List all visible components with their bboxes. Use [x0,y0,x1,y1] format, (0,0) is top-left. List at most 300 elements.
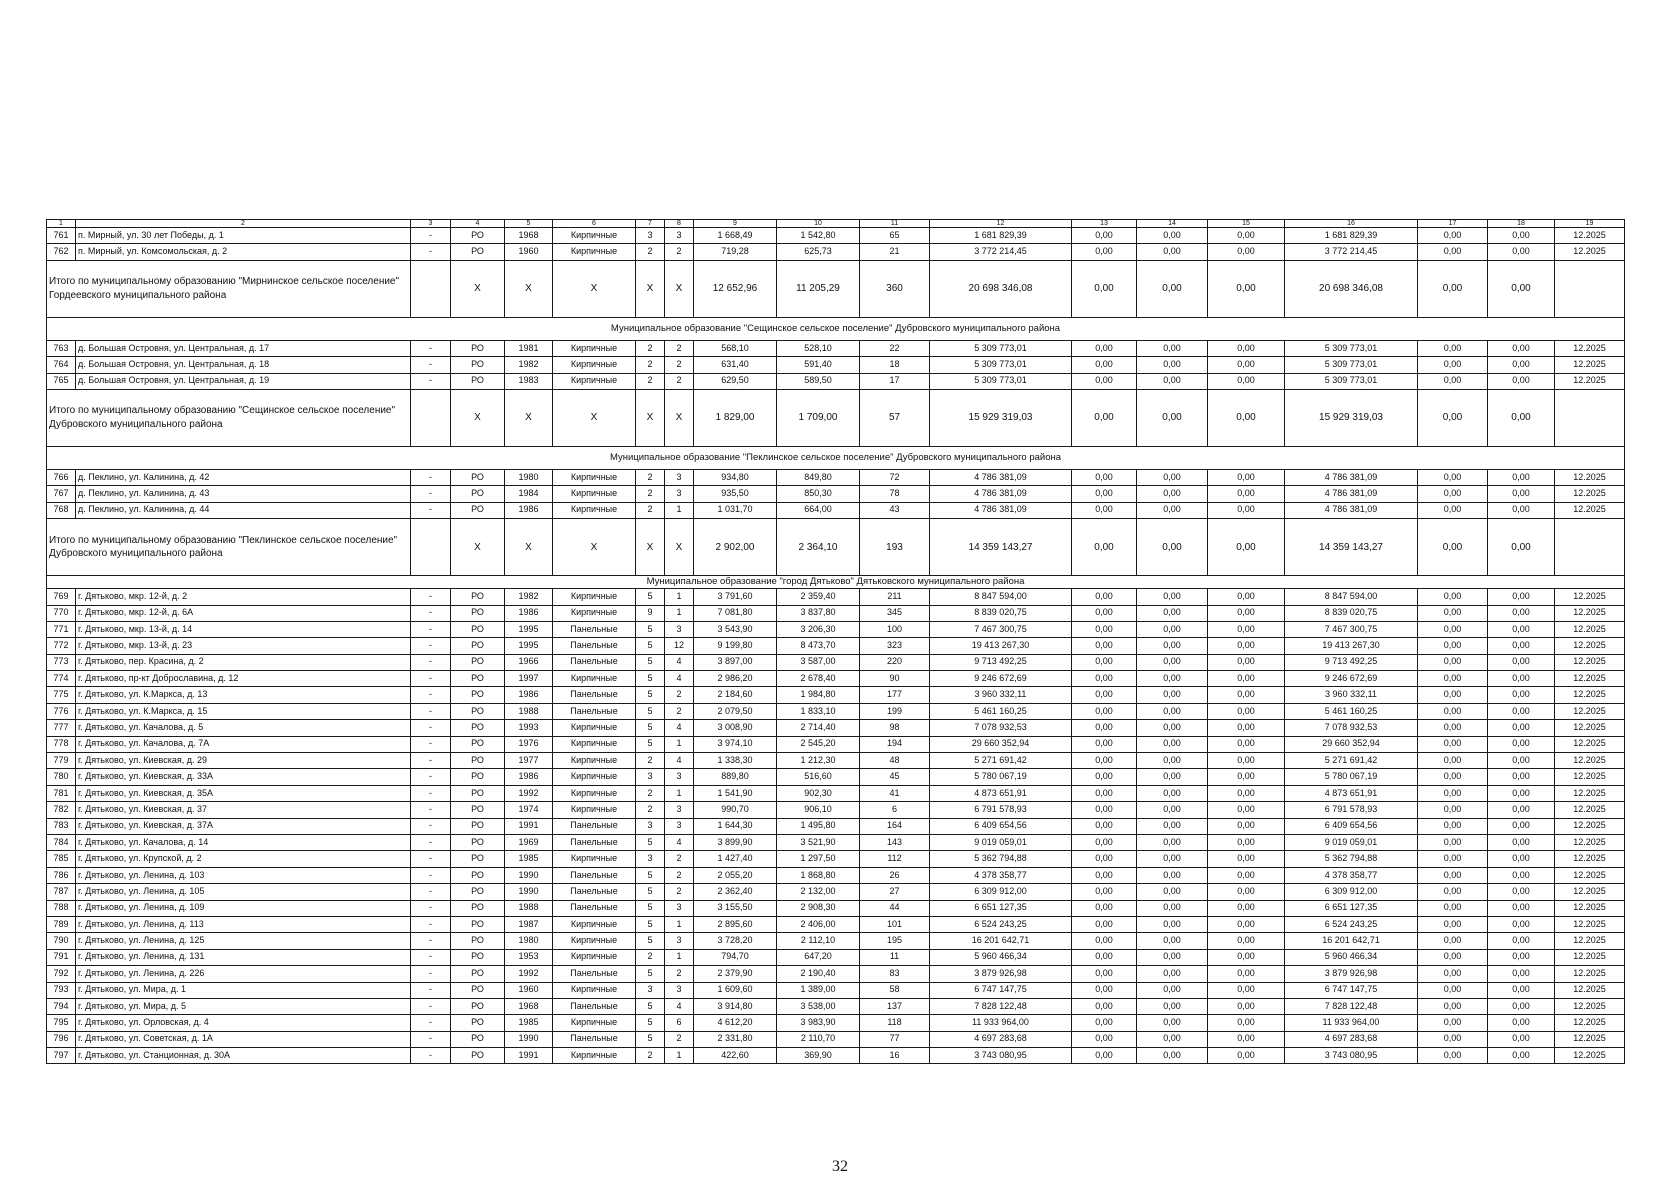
table-cell: 0,00 [1418,769,1488,785]
table-cell: 29 660 352,94 [1285,736,1418,752]
table-cell: 1991 [505,818,553,834]
table-cell: 1 212,30 [777,753,860,769]
table-cell: 1 644,30 [694,818,777,834]
table-cell: Кирпичные [553,671,636,687]
table-cell: 0,00 [1488,736,1555,752]
table-cell: 792 [47,966,76,982]
table-cell: 1992 [505,785,553,801]
subtotal-cell [1555,389,1625,446]
table-cell: 1988 [505,703,553,719]
subtotal-cell [411,519,451,576]
table-cell: 1986 [505,769,553,785]
table-cell: 26 [860,867,930,883]
table-cell: 8 473,70 [777,638,860,654]
table-cell: 12.2025 [1555,916,1625,932]
table-row [47,1015,1625,1031]
table-cell: 0,00 [1418,638,1488,654]
table-cell: 2 362,40 [694,884,777,900]
table-cell: 776 [47,703,76,719]
subtotal-cell [1555,519,1625,576]
table-cell: РО [451,703,505,719]
table-cell: - [411,1031,451,1047]
table-cell: 1 541,90 [694,785,777,801]
table-row [47,867,1625,883]
table-cell: 1992 [505,966,553,982]
table-cell: 1 297,50 [777,851,860,867]
table-cell: 3 [665,802,694,818]
table-cell: 0,00 [1208,654,1285,670]
table-cell: 3 538,00 [777,998,860,1014]
table-cell: 21 [860,244,930,260]
table-cell: Кирпичные [553,1048,636,1064]
table-cell: - [411,340,451,356]
table-cell: 0,00 [1072,469,1137,485]
subtotal-cell: 360 [860,260,930,317]
table-cell: 767 [47,486,76,502]
table-cell: - [411,867,451,883]
table-cell: 1984 [505,486,553,502]
table-cell: 0,00 [1137,753,1208,769]
table-cell: 12.2025 [1555,982,1625,998]
table-cell: 764 [47,357,76,373]
column-number: 19 [1555,220,1625,228]
table-cell: 0,00 [1418,340,1488,356]
subtotal-row [47,389,1625,446]
table-cell: 0,00 [1488,867,1555,883]
table-cell: 0,00 [1137,638,1208,654]
table-cell: 1 338,30 [694,753,777,769]
table-cell: 4 378 358,77 [930,867,1072,883]
table-cell: 1997 [505,671,553,687]
table-cell: 935,50 [694,486,777,502]
subtotal-cell: 20 698 346,08 [930,260,1072,317]
table-cell: 3 [636,851,665,867]
table-cell: п. Мирный, ул. Комсомольская, д. 2 [76,244,411,260]
table-cell: 0,00 [1072,998,1137,1014]
table-cell: 5 461 160,25 [930,703,1072,719]
subtotal-cell: 14 359 143,27 [1285,519,1418,576]
table-cell: 0,00 [1488,589,1555,605]
table-cell: Кирпичные [553,502,636,518]
table-cell: 0,00 [1488,884,1555,900]
table-cell: 1 [665,916,694,932]
table-cell: 0,00 [1488,834,1555,850]
table-cell: 0,00 [1072,834,1137,850]
table-cell: 0,00 [1137,834,1208,850]
table-cell: 2 190,40 [777,966,860,982]
subtotal-cell: 0,00 [1418,389,1488,446]
table-cell: 769 [47,589,76,605]
table-cell: 12.2025 [1555,933,1625,949]
table-cell: 5 [636,884,665,900]
table-cell: г. Дятьково, ул. Советская, д. 1А [76,1031,411,1047]
table-cell: 0,00 [1137,1031,1208,1047]
table-cell: 3 [665,818,694,834]
table-row [47,949,1625,965]
table-row [47,900,1625,916]
table-cell: 0,00 [1137,769,1208,785]
table-row [47,785,1625,801]
table-cell: 1982 [505,589,553,605]
table-cell: 3 [665,982,694,998]
table-row [47,228,1625,244]
subtotal-cell: 1 829,00 [694,389,777,446]
table-cell: 0,00 [1488,244,1555,260]
table-cell: 0,00 [1072,916,1137,932]
table-cell: 3 [665,933,694,949]
table-row [47,720,1625,736]
table-cell: 4 786 381,09 [1285,502,1418,518]
table-cell: 3 [636,818,665,834]
table-cell: 0,00 [1418,373,1488,389]
table-cell: 5 [636,703,665,719]
table-cell: 2 [665,867,694,883]
table-cell: Кирпичные [553,340,636,356]
table-cell: 0,00 [1418,851,1488,867]
table-cell: РО [451,687,505,703]
table-cell: РО [451,982,505,998]
table-cell: 5 [636,654,665,670]
table-cell: 774 [47,671,76,687]
table-cell: 788 [47,900,76,916]
subtotal-row [47,519,1625,576]
table-cell: 12.2025 [1555,1048,1625,1064]
table-cell: 29 660 352,94 [930,736,1072,752]
table-cell: 7 828 122,48 [1285,998,1418,1014]
table-cell: 0,00 [1418,703,1488,719]
subtotal-cell: 14 359 143,27 [930,519,1072,576]
table-cell: РО [451,1048,505,1064]
table-cell: 1960 [505,982,553,998]
table-cell: 1 [665,1048,694,1064]
subtotal-cell: 0,00 [1488,389,1555,446]
table-cell: 0,00 [1418,834,1488,850]
table-row [47,357,1625,373]
table-cell: 990,70 [694,802,777,818]
table-cell: 12.2025 [1555,654,1625,670]
table-cell: 2 184,60 [694,687,777,703]
subtotal-cell: 0,00 [1072,389,1137,446]
table-cell: 194 [860,736,930,752]
table-cell: 2 [636,1048,665,1064]
table-cell: 1995 [505,638,553,654]
table-row [47,621,1625,637]
table-cell: 1 542,80 [777,228,860,244]
table-cell: 0,00 [1488,802,1555,818]
table-row [47,605,1625,621]
table-cell: 65 [860,228,930,244]
table-cell: 2 895,60 [694,916,777,932]
table-cell: 5 780 067,19 [1285,769,1418,785]
table-row [47,340,1625,356]
table-cell: 1985 [505,1015,553,1031]
table-cell: 0,00 [1072,720,1137,736]
table-cell: 0,00 [1072,228,1137,244]
table-cell: 3 974,10 [694,736,777,752]
table-cell: 0,00 [1488,982,1555,998]
table-cell: 0,00 [1137,949,1208,965]
table-cell: 0,00 [1488,687,1555,703]
table-cell: 4 786 381,09 [1285,469,1418,485]
table-cell: 5 [636,1015,665,1031]
table-cell: 0,00 [1137,244,1208,260]
table-cell: 72 [860,469,930,485]
table-cell: 1960 [505,244,553,260]
table-cell: 6 524 243,25 [1285,916,1418,932]
table-cell: 12.2025 [1555,818,1625,834]
table-cell: 5 960 466,34 [930,949,1072,965]
subtotal-cell: 0,00 [1072,260,1137,317]
table-cell: 3 897,00 [694,654,777,670]
table-cell: 781 [47,785,76,801]
table-cell: Панельные [553,621,636,637]
table-cell: Кирпичные [553,357,636,373]
table-cell: 0,00 [1072,671,1137,687]
table-cell: 2 [665,884,694,900]
table-cell: 0,00 [1208,982,1285,998]
table-cell: 12.2025 [1555,244,1625,260]
table-cell: 1986 [505,605,553,621]
column-number: 12 [930,220,1072,228]
table-cell: 2 [636,340,665,356]
table-cell: Кирпичные [553,982,636,998]
table-cell: 0,00 [1488,1048,1555,1064]
table-cell: - [411,605,451,621]
table-cell: 0,00 [1137,469,1208,485]
table-cell: 16 201 642,71 [1285,933,1418,949]
subtotal-label: Итого по муниципальному образованию "Пеклинское сельское поселение" Дубровского муниципального района [47,519,411,576]
table-cell: 3 879 926,98 [930,966,1072,982]
table-cell: 2 986,20 [694,671,777,687]
column-number: 18 [1488,220,1555,228]
subtotal-cell: Х [505,519,553,576]
table-cell: 775 [47,687,76,703]
table-cell: РО [451,916,505,932]
table-cell: 528,10 [777,340,860,356]
table-cell: 1969 [505,834,553,850]
table-cell: - [411,785,451,801]
table-cell: 7 078 932,53 [930,720,1072,736]
table-cell: 1988 [505,900,553,916]
column-number-row [47,220,1625,228]
table-cell: 1 495,80 [777,818,860,834]
table-cell: г. Дятьково, ул. Ленина, д. 131 [76,949,411,965]
table-cell: п. Мирный, ул. 30 лет Победы, д. 1 [76,228,411,244]
table-cell: 164 [860,818,930,834]
table-cell: 794,70 [694,949,777,965]
table-cell: 591,40 [777,357,860,373]
table-cell: г. Дятьково, ул. Мира, д. 1 [76,982,411,998]
table-cell: 0,00 [1488,228,1555,244]
table-cell: РО [451,502,505,518]
table-cell: 0,00 [1418,736,1488,752]
table-cell: РО [451,834,505,850]
table-cell: - [411,982,451,998]
table-cell: Кирпичные [553,736,636,752]
table-cell: 5 [636,621,665,637]
subtotal-cell: 0,00 [1137,260,1208,317]
table-cell: 934,80 [694,469,777,485]
table-cell: 766 [47,469,76,485]
table-cell: 12.2025 [1555,228,1625,244]
table-cell: 0,00 [1208,966,1285,982]
table-cell: 0,00 [1208,802,1285,818]
table-cell: 795 [47,1015,76,1031]
table-cell: 12.2025 [1555,703,1625,719]
table-cell: 0,00 [1137,966,1208,982]
table-cell: 41 [860,785,930,801]
table-cell: 2 110,70 [777,1031,860,1047]
table-cell: 1 [665,736,694,752]
table-cell: 5 [636,966,665,982]
table-cell: 1 031,70 [694,502,777,518]
table-cell: 0,00 [1208,589,1285,605]
table-cell: РО [451,1015,505,1031]
table-cell: 1995 [505,621,553,637]
table-cell: 0,00 [1418,949,1488,965]
table-cell: 0,00 [1208,228,1285,244]
table-cell: 8 839 020,75 [930,605,1072,621]
table-cell: Панельные [553,654,636,670]
table-cell: 4 [665,671,694,687]
table-cell: - [411,638,451,654]
table-cell: 0,00 [1208,671,1285,687]
table-cell: 786 [47,867,76,883]
table-row [47,769,1625,785]
table-cell: 778 [47,736,76,752]
column-number: 16 [1285,220,1418,228]
table-cell: 1977 [505,753,553,769]
table-cell: 0,00 [1208,1031,1285,1047]
table-cell: 0,00 [1418,720,1488,736]
table-cell: 4 786 381,09 [930,469,1072,485]
table-cell: 5 [636,736,665,752]
table-cell: 0,00 [1072,1015,1137,1031]
subtotal-cell [411,389,451,446]
table-cell: Кирпичные [553,851,636,867]
table-cell: 0,00 [1208,933,1285,949]
table-cell: 0,00 [1418,1048,1488,1064]
table-cell: РО [451,621,505,637]
table-cell: 784 [47,834,76,850]
table-cell: 2 [636,244,665,260]
table-cell: 0,00 [1418,654,1488,670]
table-cell: - [411,966,451,982]
table-cell: - [411,834,451,850]
table-cell: 0,00 [1418,1015,1488,1031]
table-cell: 101 [860,916,930,932]
table-cell: - [411,502,451,518]
column-number: 1 [47,220,76,228]
table-cell: 5 [636,671,665,687]
table-cell: 0,00 [1137,802,1208,818]
table-cell: РО [451,933,505,949]
table-cell: 5 461 160,25 [1285,703,1418,719]
table-cell: г. Дятьково, пр-кт Доброславина, д. 12 [76,671,411,687]
column-number: 5 [505,220,553,228]
table-cell: 0,00 [1418,244,1488,260]
table-cell: 2 [636,357,665,373]
table-cell: 783 [47,818,76,834]
subtotal-cell: 0,00 [1208,260,1285,317]
subtotal-row [47,260,1625,317]
table-cell: 0,00 [1208,785,1285,801]
table-cell: 48 [860,753,930,769]
table-cell: 1983 [505,373,553,389]
table-cell: 4 378 358,77 [1285,867,1418,883]
table-cell: - [411,884,451,900]
table-cell: 791 [47,949,76,965]
table-cell: 0,00 [1418,753,1488,769]
table-cell: - [411,851,451,867]
table-cell: 6 651 127,35 [930,900,1072,916]
table-cell: РО [451,867,505,883]
subtotal-cell: 0,00 [1137,389,1208,446]
table-cell: 3 879 926,98 [1285,966,1418,982]
table-cell: 2 055,20 [694,867,777,883]
housing-register-sheet [46,219,1624,1064]
table-cell: 12.2025 [1555,851,1625,867]
table-cell: 7 828 122,48 [930,998,1072,1014]
table-cell: 11 [860,949,930,965]
table-cell: 0,00 [1137,998,1208,1014]
table-cell: 0,00 [1137,1048,1208,1064]
table-cell: 0,00 [1072,933,1137,949]
table-cell: 0,00 [1208,884,1285,900]
table-cell: 1 868,80 [777,867,860,883]
section-header-row [47,317,1625,340]
table-cell: 1 [665,502,694,518]
table-row [47,1031,1625,1047]
table-cell: 17 [860,373,930,389]
table-cell: 0,00 [1137,900,1208,916]
table-cell: 12.2025 [1555,687,1625,703]
table-cell: 12.2025 [1555,469,1625,485]
subtotal-cell: Х [553,260,636,317]
table-cell: 0,00 [1418,884,1488,900]
table-cell: РО [451,998,505,1014]
table-cell: 0,00 [1208,605,1285,621]
table-cell: г. Дятьково, ул. Ленина, д. 109 [76,900,411,916]
table-cell: 0,00 [1208,834,1285,850]
table-cell: 4 873 651,91 [1285,785,1418,801]
table-cell: 772 [47,638,76,654]
table-cell: 0,00 [1418,228,1488,244]
table-cell: 0,00 [1418,671,1488,687]
table-cell: 5 309 773,01 [930,373,1072,389]
table-cell: 5 271 691,42 [1285,753,1418,769]
column-number: 8 [665,220,694,228]
table-cell: г. Дятьково, мкр. 12-й, д. 6А [76,605,411,621]
table-cell: - [411,357,451,373]
column-number: 7 [636,220,665,228]
table-cell: 0,00 [1208,949,1285,965]
subtotal-cell: Х [553,519,636,576]
table-cell: 18 [860,357,930,373]
table-cell: д. Большая Островня, ул. Центральная, д. 19 [76,373,411,389]
table-cell: 1980 [505,933,553,949]
table-cell: 58 [860,982,930,998]
subtotal-cell: 0,00 [1418,260,1488,317]
table-cell: 5 [636,933,665,949]
table-cell: 773 [47,654,76,670]
table-cell: 790 [47,933,76,949]
table-cell: 0,00 [1072,736,1137,752]
table-row [47,998,1625,1014]
table-cell: РО [451,357,505,373]
table-cell: - [411,671,451,687]
table-cell: 780 [47,769,76,785]
